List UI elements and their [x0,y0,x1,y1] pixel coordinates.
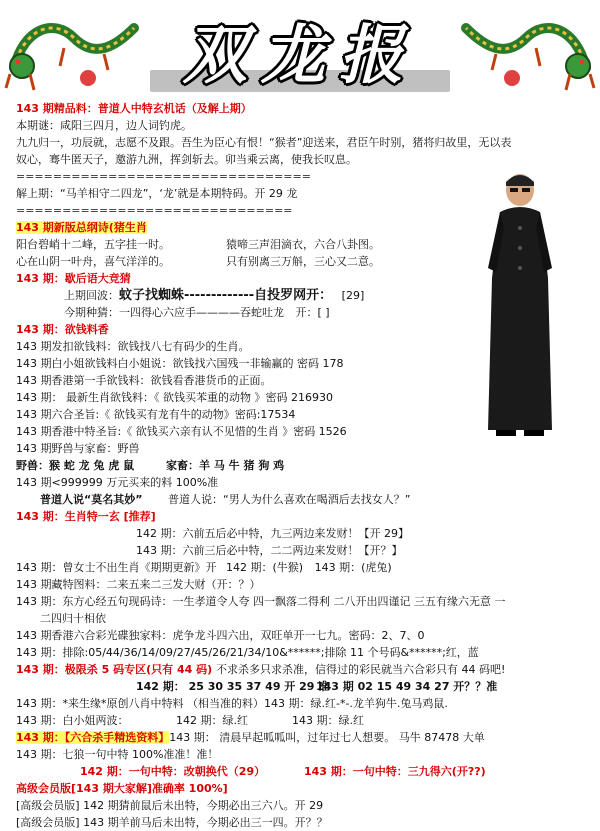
domestic-animals: 家畜：羊 马 牛 猪 狗 鸡 [166,459,285,472]
poem-right: 只有别离三万斛，三心又二意。 [226,255,380,268]
text-line: 143 期六合圣旨:《 欲钱买有龙有牛的动物》密码:17534 [16,408,296,421]
riddle-result: [29] [341,289,365,302]
text-line: 143 期： 清晨早起呱呱叫，过年过七人想要。 马牛 87478 大单 [169,731,485,744]
poem-left: 心在山阴一叶舟，喜气洋洋的。 [16,255,170,268]
poem-line [16,253,594,270]
text-line: 143 期藏特图料：二来五来二三发大财（开：？） [16,578,261,591]
text-line: 143 期：东方心经五句现码诗：一生孝道令人夸 四一飘落二得利 二八开出四谨记 三五有缘六无意 一 [16,595,506,608]
section-heading: 143 期：欲钱料香 [16,323,109,336]
text-line: 143 期：排除:05/44/36/14/09/27/45/26/21/34/10&******;排除 11 个号码&******;红，蓝 [16,646,479,659]
quote-right: 普道人说：“男人为什么喜欢在喝酒后去找女人？” [168,493,411,506]
text-line: 142 期：(牛猴) [226,561,304,574]
text-line: 143 期 02 15 49 34 27 开？？准 [316,680,498,693]
poem-right: 猿啼三声泪滴衣，六合八卦图。 [226,238,380,251]
riddle-label: 今期种猜： [64,306,119,319]
text-line: 二四归十相依 [40,612,106,625]
riddle-result: 开：[ ] [295,306,330,319]
header [0,0,600,100]
text-line: 142 期：一句中特：改朝换代（29） [80,765,266,778]
quote-left: 普道人说“莫名其妙” [40,493,143,506]
text-line: 143 期野兽与家畜：野兽 [16,442,140,455]
section-heading: 143 期：极限杀 5 码专区(只有 44 码) [16,663,216,676]
text-line: 143 期：白小姐两波： [16,714,129,727]
wild-animals: 野兽：猴 蛇 龙 兔 虎 鼠 [16,459,135,472]
page-title: 双龙报 [183,18,417,93]
section-heading: 143 期：【六合杀手精选资料】 [16,731,170,744]
text-line: 142 期： 25 30 35 37 49 开 29 准 [136,680,330,693]
poem-left: 阳台碧峭十二峰，五字挂一时。 [16,238,170,251]
text-line: 143 期：*来生缘*原创八肖中特料 （相当准的料）143 期：绿.红-*-.龙羊狗牛.兔马鸡鼠. [16,697,448,710]
section-heading: 143 期：歇后语大竞猜 [16,272,131,285]
text-line: 143 期白小姐欲钱料白小姐说：欲钱找六国残一非输赢的 密码 178 [16,357,344,370]
text-line: 142 期：六前五后必中特，九三两边来发财！【开 29】 [136,527,409,540]
text-line: 143 期：曾女士不出生肖《期期更新》开 [16,561,217,574]
section-heading: 高级会员版[143 期大家解]准确率 100%] [16,782,228,795]
text-line: 142 期：绿.红 [176,714,248,727]
text-line: 奴心，骞牛匿天子，邀游九洲，挥剑斩去。卯当乘云离，使我长叹息。 [16,153,357,166]
right-dragon-icon [456,8,596,96]
text-line: 本期谜：咸阳三四月，边人词钓虎。 [16,119,192,132]
text-line: 143 期：一句中特：三九得六(开??) [304,765,486,778]
text-line: 143 期：六前三后必中特，二二两边来发财！【开？】 [136,544,403,557]
section-heading: 143 期：生肖特一玄 [推荐] [16,510,156,523]
text-line: 143 期<999999 万元买来的料 100%准 [16,476,219,489]
text-line: 143 期： 最新生肖欲钱料：《 欲钱买苯重的动物 》密码 216930 [16,391,333,404]
text-line: 143 期香港中特圣旨:《 欲钱买六亲有认不见惜的生肖 》密码 1526 [16,425,347,438]
text-line: 143 期发扣欲钱料：欲钱找八七有码少的生肖。 [16,340,250,353]
poem-line [16,236,594,253]
divider: ============================== [16,204,293,217]
section-heading: 143 期新版总纲诗(猪生肖 [16,221,147,234]
text-line: 143 期：(虎兔) [314,561,392,574]
riddle-text: 一四得心六应手————吞蛇吐龙 [119,306,284,319]
text-line: 143 期香港第一手欲钱料：欲钱看香港货币的正面。 [16,374,272,387]
text-line: 九九归一，功辰就，志愿不及跟。吾生为臣心有恨！“猴者”迎送来，君臣午时别，猪将归故里，无以表 [16,136,512,149]
left-dragon-icon [4,8,144,96]
divider: ================================ [16,170,311,183]
article-body [16,100,594,831]
text-line: 143 期：绿.红 [292,714,364,727]
text-line: 不求杀多只求杀准，信得过的彩民就当六合彩只有 44 码吧! [215,663,506,676]
text-line: 解上期：“马羊相守二四龙”，‘龙’就是本期特码。开 29 龙 [16,187,298,200]
section-heading: 143 期精品料：普道人中特玄机话（及解上期） [16,102,252,115]
text-line: 143 期香港六合彩光碟独家料：虎争龙斗四六出，双旺单开一七九。密码：2、7、0 [16,629,425,642]
text-line: [高级会员版] 143 期羊前马后未出特，今期必出三一四。开？？ [16,816,328,829]
text-line: [高级会员版] 142 期猜前鼠后未出特，今期必出三六八。开 29 [16,799,324,812]
riddle-text: 蚊子找蜘蛛-------------自投罗网开： [119,288,333,303]
text-line: 143 期：七狼一句中特 100%准准！准！ [16,748,219,761]
riddle-label: 上期回波： [64,289,119,302]
